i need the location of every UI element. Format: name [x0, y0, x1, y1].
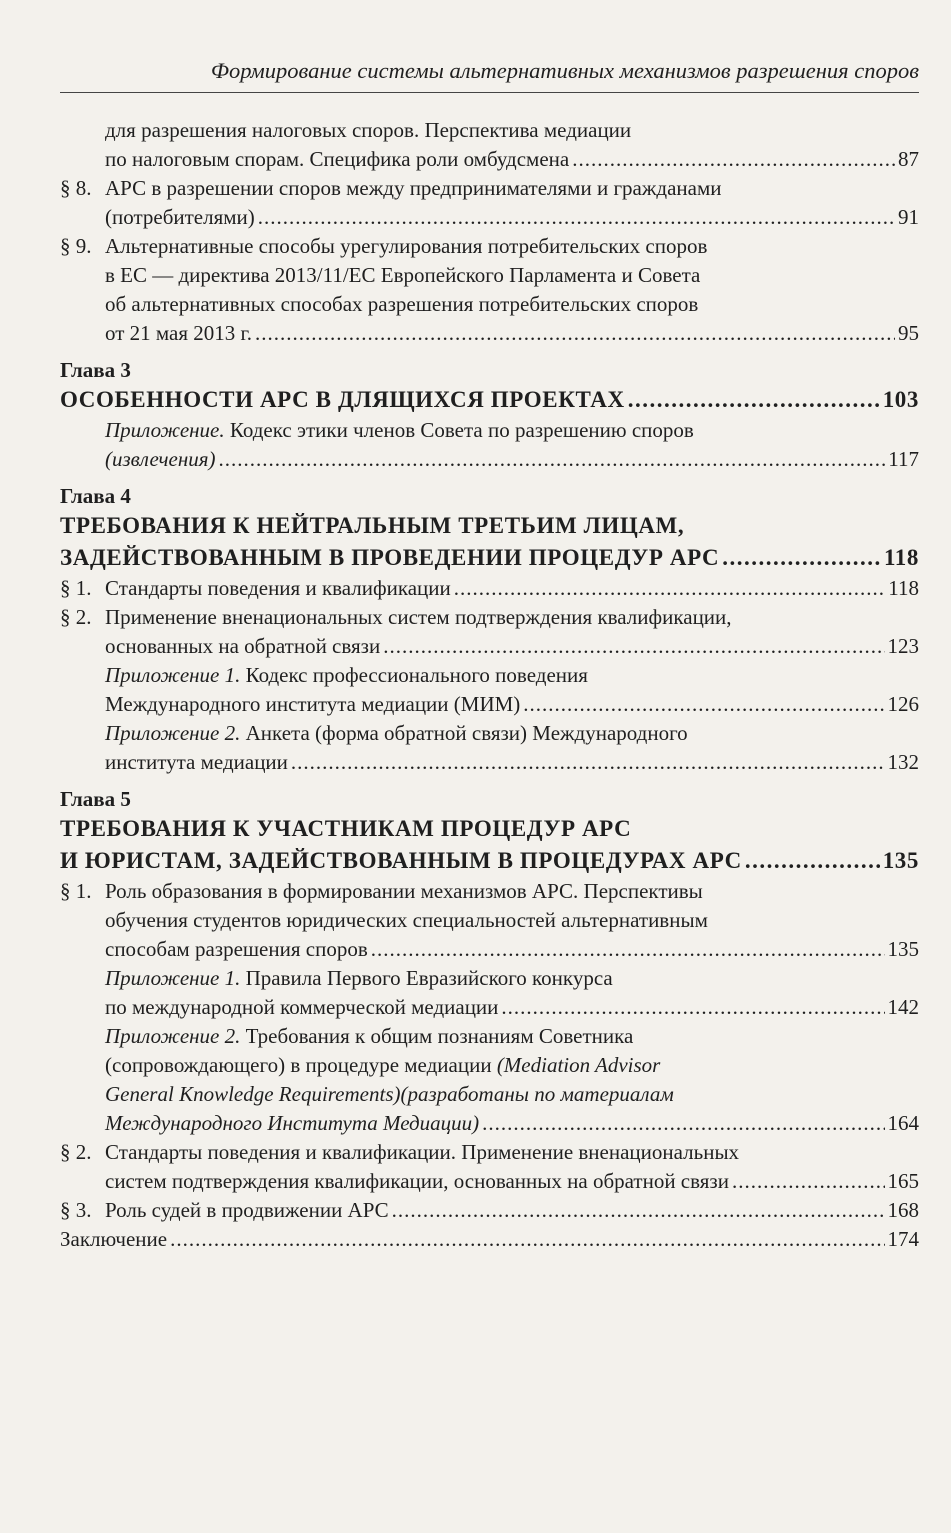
toc-entry-line: Роль образования в формировании механизмов АРС. Перспективы [105, 879, 703, 903]
dot-leader [291, 748, 885, 777]
page-number: 117 [888, 447, 919, 471]
page-number: 132 [887, 750, 919, 774]
appendix-title-italic: (Mediation Advisor [496, 1053, 661, 1077]
toc-entry-line [105, 1022, 919, 1051]
toc-entry-line: для разрешения налоговых споров. Перспектива медиации [105, 118, 632, 142]
toc-entry-ch4-appendix-1[interactable] [60, 661, 919, 719]
toc-entry-line: (потребителями) [105, 205, 255, 229]
toc-entry-line [105, 416, 919, 445]
chapter-title: И ЮРИСТАМ, ЗАДЕЙСТВОВАННЫМ В ПРОЦЕДУРАХ АРС [60, 848, 742, 873]
dot-leader [482, 1109, 884, 1138]
appendix-label: Приложение 2. [105, 1024, 241, 1048]
appendix-title: Требования к общим познаниям Советника [240, 1024, 634, 1048]
toc-entry-line [105, 1051, 919, 1080]
toc-entry-section-8[interactable] [60, 174, 919, 232]
toc-entry-conclusion[interactable] [60, 1225, 919, 1254]
dot-leader [454, 574, 885, 603]
dot-leader [255, 319, 895, 348]
appendix-label: Приложение 1. [105, 966, 241, 990]
toc-entry-line [105, 661, 919, 690]
appendix-title: Кодекс профессионального поведения [240, 663, 588, 687]
toc-entry-ch4-appendix-2[interactable] [60, 719, 919, 777]
section-mark: § 1. [60, 879, 92, 903]
section-mark: § 2. [60, 1140, 92, 1164]
appendix-label: Приложение 2. [105, 721, 241, 745]
toc-entry-ch5-section-2[interactable] [60, 1138, 919, 1196]
toc-entry-line: Международного института медиации (МИМ) [105, 692, 521, 716]
chapter-label: Глава 5 [60, 787, 131, 811]
toc-entry-line: General Knowledge Requirements)(разработаны по материалам [105, 1082, 674, 1106]
dot-leader [501, 993, 884, 1022]
page-number: 174 [887, 1227, 919, 1251]
toc-entry-line: об альтернативных способах разрешения потребительских споров [105, 292, 699, 316]
toc-entry-line: по налоговым спорам. Специфика роли омбудсмена [105, 147, 570, 171]
appendix-label: Приложение. [105, 418, 225, 442]
toc-entry-ch5-appendix-2[interactable] [60, 1022, 919, 1138]
toc-entry-line: Стандарты поведения и квалификации [105, 576, 451, 600]
chapter-title: ТРЕБОВАНИЯ К УЧАСТНИКАМ ПРОЦЕДУР АРС [60, 816, 632, 841]
page-number: 135 [882, 848, 919, 873]
page-number: 168 [887, 1198, 919, 1222]
toc-entry-line: АРС в разрешении споров между предпринимателями и гражданами [105, 176, 722, 200]
page-number: 118 [888, 576, 919, 600]
page-number: 87 [898, 147, 919, 171]
toc-entry-chapter-4[interactable] [60, 510, 919, 574]
dot-leader [392, 1196, 885, 1225]
page-number: 103 [882, 387, 919, 412]
appendix-title: Правила Первого Евразийского конкурса [240, 966, 613, 990]
dot-leader [170, 1225, 884, 1254]
toc-entry-chapter-3[interactable] [60, 384, 919, 416]
toc-entry-ch4-section-1[interactable] [60, 574, 919, 603]
toc-entry-line [105, 719, 919, 748]
section-mark: § 1. [60, 576, 92, 600]
appendix-title: Анкета (форма обратной связи) Международного [240, 721, 688, 745]
toc-entry-line: Альтернативные способы урегулирования потребительских споров [105, 234, 708, 258]
section-mark: § 8. [60, 176, 92, 200]
toc-entry-ch4-section-2[interactable] [60, 603, 919, 661]
toc-entry-line: Стандарты поведения и квалификации. Применение вненациональных [105, 1140, 740, 1164]
toc-entry-ch5-section-3[interactable] [60, 1196, 919, 1225]
toc-entry-line: (извлечения) [105, 447, 216, 471]
page-number: 165 [887, 1169, 919, 1193]
toc-entry-line: Применение вненациональных систем подтверждения квалификации, [105, 605, 732, 629]
toc-entry-tax-disputes[interactable] [60, 116, 919, 174]
toc-entry-line: способам разрешения споров [105, 937, 368, 961]
toc-entry-line: от 21 мая 2013 г. [105, 321, 253, 345]
dot-leader [383, 632, 884, 661]
page-number: 135 [887, 937, 919, 961]
chapter-title: ОСОБЕННОСТИ АРС В ДЛЯЩИХСЯ ПРОЕКТАХ [60, 387, 625, 412]
toc-entry-ch3-appendix[interactable] [60, 416, 919, 474]
toc-entry-line: Заключение [60, 1227, 168, 1251]
section-mark: § 9. [60, 234, 92, 258]
toc-entry-line: обучения студентов юридических специальностей альтернативным [105, 908, 708, 932]
chapter-title: ЗАДЕЙСТВОВАННЫМ В ПРОВЕДЕНИИ ПРОЦЕДУР АРС [60, 545, 720, 570]
toc-entry-line: по международной коммерческой медиации [105, 995, 499, 1019]
dot-leader [523, 690, 884, 719]
dot-leader [258, 203, 895, 232]
page-number: 91 [898, 205, 919, 229]
running-header: Формирование системы альтернативных механизмов разрешения споров [60, 56, 919, 93]
dot-leader [628, 384, 880, 416]
appendix-label: Приложение 1. [105, 663, 241, 687]
toc-entry-line: основанных на обратной связи [105, 634, 381, 658]
appendix-title: (сопровождающего) в процедуре медиации [105, 1053, 497, 1077]
chapter-title: ТРЕБОВАНИЯ К НЕЙТРАЛЬНЫМ ТРЕТЬИМ ЛИЦАМ, [60, 513, 685, 538]
toc-entry-ch5-appendix-1[interactable] [60, 964, 919, 1022]
appendix-title: Кодекс этики членов Совета по разрешению споров [224, 418, 694, 442]
chapter-label: Глава 4 [60, 484, 131, 508]
dot-leader [371, 935, 885, 964]
page-number: 142 [887, 995, 919, 1019]
dot-leader [745, 845, 880, 877]
toc-entry-line: Международного Института Медиации) [105, 1111, 480, 1135]
toc-entry-ch5-section-1[interactable] [60, 877, 919, 964]
toc-entry-line [105, 964, 919, 993]
toc-entry-line: института медиации [105, 750, 288, 774]
dot-leader [722, 542, 881, 574]
dot-leader [219, 445, 886, 474]
page-number: 95 [898, 321, 919, 345]
section-mark: § 3. [60, 1198, 92, 1222]
table-of-contents [60, 116, 919, 1254]
section-mark: § 2. [60, 605, 92, 629]
chapter-label: Глава 3 [60, 358, 131, 382]
dot-leader [572, 145, 895, 174]
page-number: 126 [887, 692, 919, 716]
toc-entry-line: в ЕС — директива 2013/11/ЕС Европейского Парламента и Совета [105, 263, 701, 287]
page-number: 123 [887, 634, 919, 658]
dot-leader [732, 1167, 885, 1196]
page-number: 164 [887, 1111, 919, 1135]
page-number: 118 [883, 545, 919, 570]
toc-entry-chapter-5[interactable] [60, 813, 919, 877]
toc-entry-line: систем подтверждения квалификации, основанных на обратной связи [105, 1169, 729, 1193]
toc-entry-line: Роль судей в продвижении АРС [105, 1198, 389, 1222]
toc-entry-section-9[interactable] [60, 232, 919, 348]
